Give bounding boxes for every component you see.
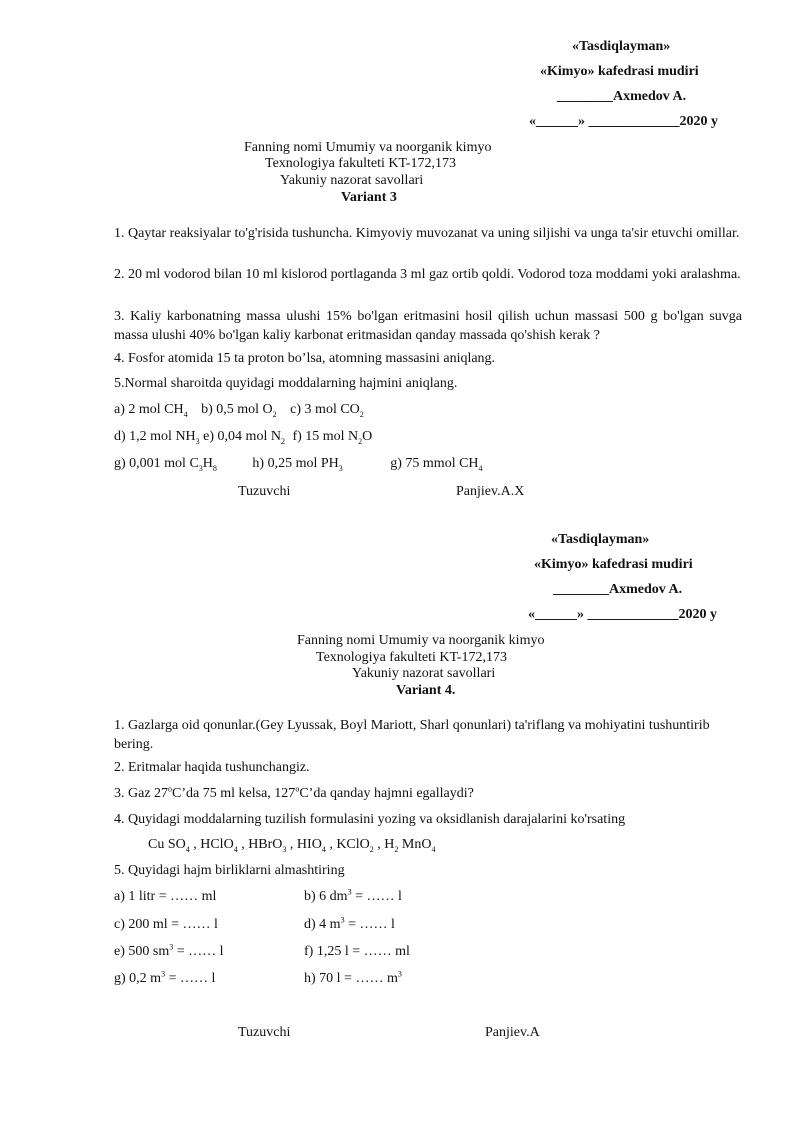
faculty-line: Texnologiya fakulteti KT-172,173 xyxy=(316,650,507,665)
approval-title: «Tasdiqlayman» xyxy=(572,39,671,54)
options-row-2 xyxy=(114,428,372,446)
date-line: «______» _____________2020 y xyxy=(528,607,717,622)
question-4: 4. Fosfor atomida 15 ta proton bo’lsa, atomning massasini aniqlang. xyxy=(114,351,496,366)
variant-title: Variant 3 xyxy=(341,190,397,205)
conversion-a: a) 1 litr = …… ml xyxy=(114,889,217,904)
options-row-1 xyxy=(114,401,364,419)
signature-line: ________Axmedov A. xyxy=(553,582,683,597)
question-3: 3. Gaz 27$^o$C’da 75 ml kelsa, 127$^o$C’da qanday hajmni egallaydi? xyxy=(114,784,474,801)
option-g: g) 0,001 mol $C_3H_8$ xyxy=(114,456,217,473)
question-1: 1. Qaytar reaksiyalar to'g'risida tushuncha. Kimyoviy muvozanat va uning siljishi va unga ta'sir etuvchi omillar. xyxy=(114,226,740,241)
subject-line: Fanning nomi Umumiy va noorganik kimyo xyxy=(244,140,492,155)
option-c: c) 3 mol $CO_2$ xyxy=(290,402,364,419)
option-e: e) 0,04 mol $N_2$ xyxy=(199,429,285,446)
conversion-d: d) 4 $m^3$ = …… l xyxy=(304,915,395,932)
signature-line: ________Axmedov A. xyxy=(557,89,687,104)
approval-title: «Tasdiqlayman» xyxy=(551,532,650,547)
option-b: b) 0,5 mol $O_2$ xyxy=(201,402,277,419)
department-head-label: «Kimyo» kafedrasi mudiri xyxy=(540,64,699,79)
compiler-label: Tuzuvchi xyxy=(238,1025,291,1040)
compiler-name: Panjiev.A.X xyxy=(456,484,525,499)
options-row-3 xyxy=(114,455,483,473)
variant-title: Variant 4. xyxy=(396,683,456,698)
exam-title: Yakuniy nazorat savollari xyxy=(352,666,496,681)
option-a: a) 2 mol $CH_4$ xyxy=(114,402,188,419)
subject-line: Fanning nomi Umumiy va noorganik kimyo xyxy=(297,633,545,648)
option-d: d) 1,2 mol $NH_3$ xyxy=(114,429,200,446)
conversion-g: g) 0,2 $m^3$ = …… l xyxy=(114,969,216,986)
date-line: «______» _____________2020 y xyxy=(529,114,718,129)
option-g2: g) 75 mmol $CH_4$ xyxy=(390,456,483,473)
formula-list: Cu $SO_4$ , HClO$_4$ , HBrO$_3$ , $HIO_4$ , KClO$_2$ , $H_2$ MnO$_4$ xyxy=(148,837,436,854)
department-head-label: «Kimyo» kafedrasi mudiri xyxy=(534,557,693,572)
conversion-b: b) 6 $dm^3$ = …… l xyxy=(304,887,402,904)
option-h: h) 0,25 mol $PH_3$ xyxy=(252,456,343,473)
conversion-e: e) 500 $sm^3$ = …… l xyxy=(114,942,224,959)
question-3: 3. Kaliy karbonatning massa ulushi 15% bo'lgan eritmasini hosil qilish uchun massasi 500 g bo'lgan suvga massa ulushi 40% bo'lgan kaliy karbonat eritmasidan qanday massada qo'shish kerak ? xyxy=(114,309,742,343)
conversion-c: c) 200 ml = …… l xyxy=(114,917,218,932)
question-1: 1. Gazlarga oid qonunlar.(Gey Lyussak, Boyl Mariott, Sharl qonunlari) ta'riflang va mohiyatini tushuntirib bering. xyxy=(114,718,710,752)
question-2: 2. 20 ml vodorod bilan 10 ml kislorod portlaganda 3 ml gaz ortib qoldi. Vodorod toza moddami yoki aralashma. xyxy=(114,267,741,282)
compiler-name: Panjiev.A xyxy=(485,1025,540,1040)
compiler-label: Tuzuvchi xyxy=(238,484,291,499)
question-5: 5.Normal sharoitda quyidagi moddalarning hajmini aniqlang. xyxy=(114,376,458,391)
question-5: 5. Quyidagi hajm birliklarni almashtiring xyxy=(114,863,345,878)
question-4: 4. Quyidagi moddalarning tuzilish formulasini yozing va oksidlanish darajalarini ko'rsating xyxy=(114,812,626,827)
conversion-h: h) 70 l = …… $m^3$ xyxy=(304,969,402,986)
exam-title: Yakuniy nazorat savollari xyxy=(280,173,424,188)
question-2: 2. Eritmalar haqida tushunchangiz. xyxy=(114,760,310,775)
conversion-f: f) 1,25 l = …… ml xyxy=(304,944,410,959)
option-f: f) 15 mol $N_2O$ xyxy=(292,429,373,446)
faculty-line: Texnologiya fakulteti KT-172,173 xyxy=(265,156,456,171)
